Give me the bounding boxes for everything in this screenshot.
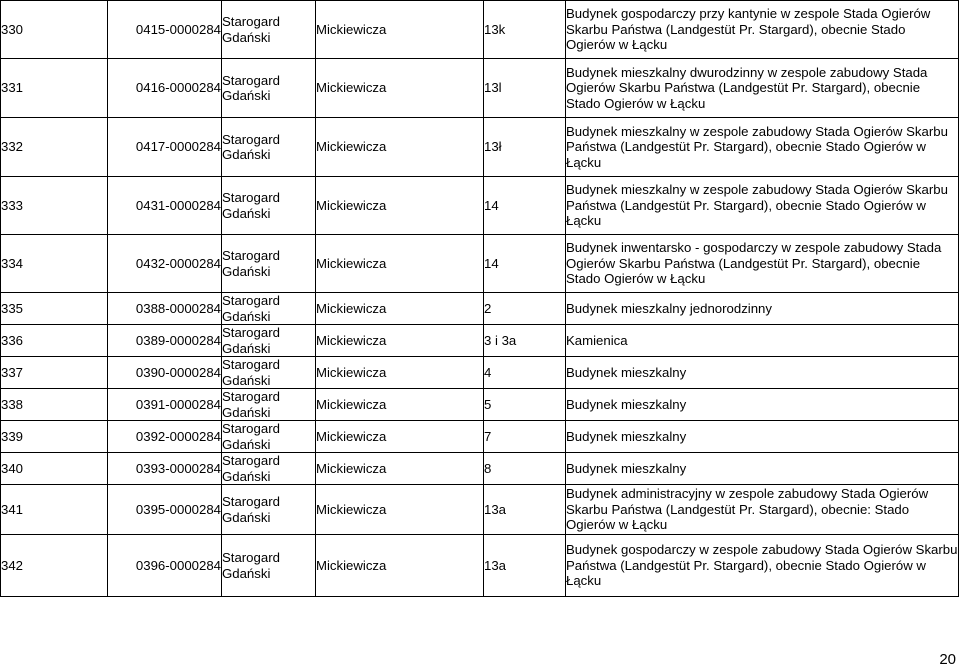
street-name: Mickiewicza xyxy=(316,357,484,389)
object-description: Budynek mieszkalny xyxy=(566,421,959,453)
registry-number: 0432-0000284 xyxy=(108,235,222,293)
page-number: 20 xyxy=(939,651,956,668)
table-row xyxy=(1,177,959,235)
house-number: 13ł xyxy=(484,118,566,177)
table-row xyxy=(1,389,959,421)
registry-number: 0431-0000284 xyxy=(108,177,222,235)
street-name: Mickiewicza xyxy=(316,421,484,453)
row-number: 340 xyxy=(1,453,108,485)
locality: Starogard Gdański xyxy=(222,453,316,485)
registry-number: 0415-0000284 xyxy=(108,1,222,59)
row-number: 341 xyxy=(1,485,108,535)
house-number: 2 xyxy=(484,293,566,325)
object-description: Budynek mieszkalny w zespole zabudowy Stada Ogierów Skarbu Państwa (Landgestüt Pr. Stargard), obecnie Stado Ogierów w Łącku xyxy=(566,118,959,177)
registry-number: 0416-0000284 xyxy=(108,59,222,118)
object-description: Kamienica xyxy=(566,325,959,357)
street-name: Mickiewicza xyxy=(316,293,484,325)
row-number: 334 xyxy=(1,235,108,293)
locality: Starogard Gdański xyxy=(222,535,316,597)
registry-number: 0393-0000284 xyxy=(108,453,222,485)
row-number: 339 xyxy=(1,421,108,453)
locality: Starogard Gdański xyxy=(222,293,316,325)
locality: Starogard Gdański xyxy=(222,325,316,357)
locality: Starogard Gdański xyxy=(222,485,316,535)
object-description: Budynek mieszkalny dwurodzinny w zespole zabudowy Stada Ogierów Skarbu Państwa (Landgestüt Pr. Stargard), obecnie Stado Ogierów w Łącku xyxy=(566,59,959,118)
table-row xyxy=(1,1,959,59)
object-description: Budynek mieszkalny xyxy=(566,389,959,421)
table-row xyxy=(1,235,959,293)
locality: Starogard Gdański xyxy=(222,1,316,59)
object-description: Budynek mieszkalny xyxy=(566,357,959,389)
house-number: 4 xyxy=(484,357,566,389)
house-number: 13a xyxy=(484,485,566,535)
object-description: Budynek gospodarczy w zespole zabudowy Stada Ogierów Skarbu Państwa (Landgestüt Pr. Stargard), obecnie Stado Ogierów w Łącku xyxy=(566,535,959,597)
registry-number: 0392-0000284 xyxy=(108,421,222,453)
street-name: Mickiewicza xyxy=(316,389,484,421)
street-name: Mickiewicza xyxy=(316,1,484,59)
house-number: 14 xyxy=(484,177,566,235)
locality: Starogard Gdański xyxy=(222,389,316,421)
house-number: 3 i 3a xyxy=(484,325,566,357)
table-row xyxy=(1,535,959,597)
object-description: Budynek mieszkalny w zespole zabudowy Stada Ogierów Skarbu Państwa (Landgestüt Pr. Stargard), obecnie Stado Ogierów w Łącku xyxy=(566,177,959,235)
row-number: 330 xyxy=(1,1,108,59)
row-number: 337 xyxy=(1,357,108,389)
street-name: Mickiewicza xyxy=(316,453,484,485)
object-description: Budynek mieszkalny jednorodzinny xyxy=(566,293,959,325)
registry-number: 0389-0000284 xyxy=(108,325,222,357)
street-name: Mickiewicza xyxy=(316,485,484,535)
object-description: Budynek gospodarczy przy kantynie w zespole Stada Ogierów Skarbu Państwa (Landgestüt Pr. Stargard), obecnie Stado Ogierów w Łącku xyxy=(566,1,959,59)
locality: Starogard Gdański xyxy=(222,421,316,453)
locality: Starogard Gdański xyxy=(222,177,316,235)
table-row xyxy=(1,357,959,389)
table-row xyxy=(1,485,959,535)
row-number: 331 xyxy=(1,59,108,118)
table-row xyxy=(1,118,959,177)
street-name: Mickiewicza xyxy=(316,325,484,357)
street-name: Mickiewicza xyxy=(316,59,484,118)
object-description: Budynek inwentarsko - gospodarczy w zespole zabudowy Stada Ogierów Skarbu Państwa (Landgestüt Pr. Stargard), obecnie Stado Ogierów w Łącku xyxy=(566,235,959,293)
table-row xyxy=(1,293,959,325)
house-number: 8 xyxy=(484,453,566,485)
street-name: Mickiewicza xyxy=(316,177,484,235)
register-table-body xyxy=(1,1,959,597)
registry-number: 0390-0000284 xyxy=(108,357,222,389)
table-row xyxy=(1,421,959,453)
registry-number: 0391-0000284 xyxy=(108,389,222,421)
locality: Starogard Gdański xyxy=(222,235,316,293)
row-number: 332 xyxy=(1,118,108,177)
street-name: Mickiewicza xyxy=(316,235,484,293)
table-row xyxy=(1,59,959,118)
registry-number: 0417-0000284 xyxy=(108,118,222,177)
row-number: 333 xyxy=(1,177,108,235)
house-number: 13l xyxy=(484,59,566,118)
row-number: 342 xyxy=(1,535,108,597)
locality: Starogard Gdański xyxy=(222,357,316,389)
object-description: Budynek administracyjny w zespole zabudowy Stada Ogierów Skarbu Państwa (Landgestüt Pr. Stargard), obecnie: Stado Ogierów w Łącku xyxy=(566,485,959,535)
row-number: 338 xyxy=(1,389,108,421)
house-number: 13k xyxy=(484,1,566,59)
street-name: Mickiewicza xyxy=(316,118,484,177)
street-name: Mickiewicza xyxy=(316,535,484,597)
house-number: 14 xyxy=(484,235,566,293)
table-row xyxy=(1,325,959,357)
table-row xyxy=(1,453,959,485)
house-number: 13a xyxy=(484,535,566,597)
row-number: 335 xyxy=(1,293,108,325)
house-number: 7 xyxy=(484,421,566,453)
house-number: 5 xyxy=(484,389,566,421)
registry-number: 0388-0000284 xyxy=(108,293,222,325)
locality: Starogard Gdański xyxy=(222,59,316,118)
object-description: Budynek mieszkalny xyxy=(566,453,959,485)
row-number: 336 xyxy=(1,325,108,357)
registry-number: 0396-0000284 xyxy=(108,535,222,597)
locality: Starogard Gdański xyxy=(222,118,316,177)
registry-number: 0395-0000284 xyxy=(108,485,222,535)
